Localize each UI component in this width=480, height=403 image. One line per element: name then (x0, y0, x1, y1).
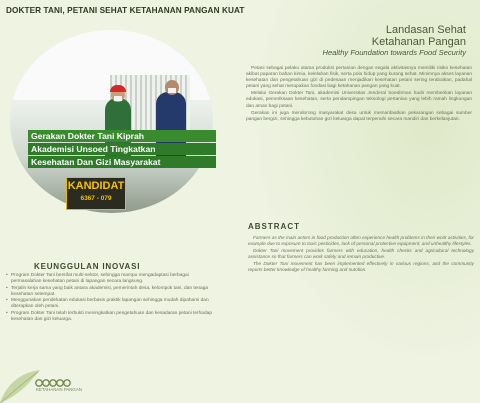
section-title (322, 24, 466, 58)
kandidat-badge (66, 177, 126, 210)
title-subtitle: Healthy Foundation towards Food Security (322, 48, 466, 57)
banner-line-3: Kesehatan Dan Gizi Masyarakat (28, 156, 216, 168)
intro-paragraph: Melalui Gerakan Dokter Tani, akademisi Universitas Jenderal Soedirman hadir memberikan layanan edukasi, pemeriksaan kesehatan, serta pendampingan teknologi pertanian yang lebih ramah lingkungan dan aman bagi petani. (246, 91, 472, 109)
leaf-background (220, 0, 480, 403)
kandidat-label: KANDIDAT (67, 180, 125, 192)
red-cap (110, 85, 126, 92)
keunggulan-heading: KEUNGGULAN INOVASI (34, 262, 141, 271)
list-item: • Program Dokter Tani bersifat multi-sektor, sehingga mampu mengadaptasi berbagai permasalahan kesehatan petani di lapangan secara langsung. (6, 273, 216, 285)
abstract-paragraph: Farmers as the main actors in food production often experience health problems in their work activities, for example due to exposure to toxic pesticides, lack of personal protective equipment, and unhealthy lifestyles. (248, 235, 474, 246)
title-line-2: Ketahanan Pangan (371, 36, 466, 48)
keunggulan-list (6, 273, 216, 323)
intro-paragraph: Gerakan ini juga mendorong masyarakat desa untuk memanfaatkan pekarangan sebagai sumber pangan bergizi, sehingga kebutuhan gizi keluarga dapat terpenuhi secara mandiri dan berkelanjutan. (246, 110, 472, 122)
title-line-1: Landasan Sehat (385, 24, 466, 36)
abstract-paragraph: Dokter Tani movement provides farmers with education, health checks and agricultural technology assistance so that farmers can work safely and remain productive. (248, 248, 474, 259)
logo-caption: KETAHANAN PANGAN (36, 387, 82, 392)
face-mask-left (114, 96, 122, 101)
list-item: • Terjalin kerja sama yang baik antara akademisi, pemerintah desa, kelompok tani, dan tenaga kesehatan setempat. (6, 286, 216, 298)
list-item: • Program Dokter Tani telah terbukti meningkatkan pengetahuan dan kesadaran petani terhadap kesehatan dan gizi keluarga. (6, 311, 216, 323)
abstract-text (248, 235, 474, 274)
photo-banner (28, 130, 216, 170)
face-mask-right (168, 88, 176, 93)
page-title: DOKTER TANI, PETANI SEHAT KETAHANAN PANGAN KUAT (6, 6, 245, 15)
abstract-heading: ABSTRACT (248, 222, 300, 231)
kandidat-number: 6367 - 079 (80, 195, 112, 202)
list-item: • Menggunakan pendekatan edukasi berbasis praktik lapangan sehingga mudah dipahami dan diterapkan oleh petani. (6, 298, 216, 310)
footer-logo (34, 374, 82, 392)
banner-line-1: Gerakan Dokter Tani Kiprah (28, 130, 216, 142)
banner-line-2: Akademisi Unsoed Tingkatkan (28, 143, 216, 155)
intro-text (246, 66, 472, 124)
intro-paragraph: Petani sebagai pelaku utama produksi pertanian dengan segala aktivitasnya memiliki risiko kesehatan akibat paparan bahan kimia, kelelahan fisik, serta pola hidup yang kurang sehat. Minimnya akses layanan kesehatan dan pengetahuan gizi di pedesaan menjadikan kesehatan petani sering terabaikan, padahal petani yang sehat merupakan fondasi bagi ketahanan pangan yang kuat. (246, 66, 472, 90)
abstract-paragraph: The Dokter Tani movement has been implemented effectively in various regions, and the community reports better knowledge of healthy farming and nutrition. (248, 261, 474, 272)
